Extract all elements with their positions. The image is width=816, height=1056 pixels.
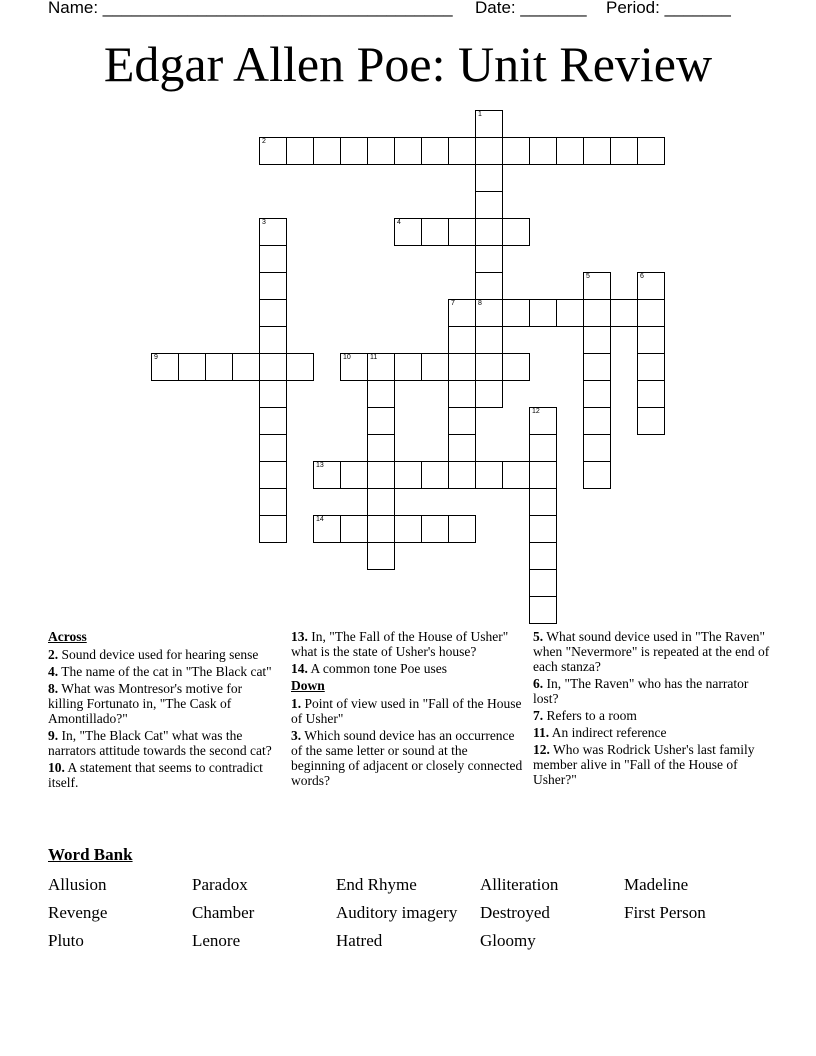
clue-number: 9	[154, 354, 158, 361]
clue-down-6: 6. In, "The Raven" who has the narrator lost?	[533, 676, 749, 706]
grid-cell[interactable]	[259, 137, 287, 165]
word-bank-item: Madeline	[624, 875, 689, 894]
page-title: Edgar Allen Poe: Unit Review	[103, 36, 713, 92]
grid-cell[interactable]	[421, 218, 449, 246]
grid-cell[interactable]	[637, 299, 665, 327]
grid-cell[interactable]	[583, 353, 611, 381]
grid-cell[interactable]	[529, 407, 557, 435]
grid-cell[interactable]	[583, 137, 611, 165]
grid-cell[interactable]	[583, 434, 611, 462]
grid-cell[interactable]	[259, 272, 287, 300]
clue-across-4: 4. The name of the cat in "The Black cat"	[48, 664, 272, 679]
grid-cell[interactable]	[340, 515, 368, 543]
grid-cell[interactable]	[529, 542, 557, 570]
grid-cell[interactable]	[340, 137, 368, 165]
clue-number: 6	[640, 273, 644, 280]
grid-cell[interactable]	[556, 137, 584, 165]
clue-number: 5	[586, 273, 590, 280]
grid-cell[interactable]	[529, 434, 557, 462]
grid-cell[interactable]	[610, 299, 638, 327]
grid-cell[interactable]	[259, 434, 287, 462]
clue-number: 11	[370, 354, 378, 361]
word-bank-item: Auditory imagery	[336, 903, 458, 922]
clue-number: 8	[478, 300, 482, 307]
grid-cell[interactable]	[583, 380, 611, 408]
word-bank-item: Destroyed	[480, 903, 550, 922]
grid-cell[interactable]	[421, 515, 449, 543]
grid-cell[interactable]	[637, 353, 665, 381]
grid-cell[interactable]	[475, 164, 503, 192]
grid-cell[interactable]	[502, 299, 530, 327]
grid-cell[interactable]	[394, 218, 422, 246]
clue-across-2: 2. Sound device used for hearing sense	[48, 647, 259, 662]
clues-column-2	[291, 629, 523, 790]
grid-cell[interactable]	[367, 353, 395, 381]
grid-cell[interactable]	[448, 326, 476, 354]
clue-number: 7	[451, 300, 455, 307]
grid-cell[interactable]	[475, 110, 503, 138]
clue-across-13: 13. In, "The Fall of the House of Usher" what is the state of Usher's house?	[291, 629, 509, 659]
grid-cell[interactable]	[367, 461, 395, 489]
grid-cell[interactable]	[583, 272, 611, 300]
grid-cell[interactable]	[475, 137, 503, 165]
across-heading: Across	[48, 629, 87, 644]
grid-cell[interactable]	[529, 569, 557, 597]
grid-cell[interactable]	[259, 380, 287, 408]
grid-cell[interactable]	[340, 353, 368, 381]
grid-cell[interactable]	[502, 461, 530, 489]
grid-cell[interactable]	[367, 515, 395, 543]
grid-cell[interactable]	[448, 434, 476, 462]
word-bank-item: Pluto	[48, 931, 84, 950]
grid-cell[interactable]	[313, 137, 341, 165]
grid-cell[interactable]	[637, 407, 665, 435]
clue-number: 12	[532, 408, 540, 415]
grid-cell[interactable]	[259, 407, 287, 435]
grid-cell[interactable]	[583, 299, 611, 327]
clue-number: 14	[316, 516, 324, 523]
clue-down-7: 7. Refers to a room	[533, 708, 637, 723]
grid-cell[interactable]	[529, 461, 557, 489]
clue-number: 13	[316, 462, 324, 469]
grid-cell[interactable]	[448, 218, 476, 246]
grid-cell[interactable]	[232, 353, 260, 381]
grid-cell[interactable]	[475, 353, 503, 381]
word-bank-item: Hatred	[336, 931, 383, 950]
word-bank-item: Alliteration	[480, 875, 559, 894]
word-bank-item: Allusion	[48, 875, 107, 894]
grid-cell[interactable]	[151, 353, 179, 381]
grid-cell[interactable]	[583, 461, 611, 489]
grid-cell[interactable]	[556, 299, 584, 327]
grid-cell[interactable]	[367, 407, 395, 435]
clue-down-5: 5. What sound device used in "The Raven" when "Nevermore" is repeated at the end of each stanza?	[533, 629, 770, 674]
down-heading: Down	[291, 678, 325, 693]
grid-cell[interactable]	[475, 326, 503, 354]
grid-cell[interactable]	[529, 137, 557, 165]
clue-across-14: 14. A common tone Poe uses	[291, 661, 448, 676]
grid-cell[interactable]	[448, 137, 476, 165]
grid-cell[interactable]	[394, 137, 422, 165]
grid-cell[interactable]	[286, 353, 314, 381]
grid-cell[interactable]	[367, 542, 395, 570]
grid-cell[interactable]	[637, 326, 665, 354]
grid-cell[interactable]	[583, 407, 611, 435]
grid-cell[interactable]	[205, 353, 233, 381]
grid-cell[interactable]	[178, 353, 206, 381]
grid-cell[interactable]	[259, 326, 287, 354]
clue-number: 2	[262, 138, 266, 145]
clue-down-1: 1. Point of view used in "Fall of the House of Usher"	[291, 696, 522, 726]
grid-cell[interactable]	[394, 461, 422, 489]
grid-cell[interactable]	[448, 461, 476, 489]
grid-cell[interactable]	[637, 137, 665, 165]
word-bank-item: Lenore	[192, 931, 241, 950]
grid-cell[interactable]	[448, 515, 476, 543]
grid-cell[interactable]	[367, 434, 395, 462]
grid-cell[interactable]	[448, 380, 476, 408]
grid-cell[interactable]	[367, 137, 395, 165]
name-line[interactable]: Name: _____________________________________	[48, 0, 453, 17]
clues-column-1	[48, 629, 280, 792]
clues-column-3	[533, 629, 773, 789]
grid-cell[interactable]	[259, 515, 287, 543]
grid-cell[interactable]	[367, 380, 395, 408]
grid-cell[interactable]	[259, 245, 287, 273]
clue-number: 1	[478, 111, 482, 118]
clue-down-11: 11. An indirect reference	[533, 725, 667, 740]
grid-cell[interactable]	[448, 353, 476, 381]
grid-cell[interactable]	[502, 353, 530, 381]
date-line[interactable]: Date: _______	[475, 0, 587, 17]
clue-number: 4	[397, 219, 401, 226]
word-bank-item: Gloomy	[480, 931, 536, 950]
clue-across-9: 9. In, "The Black Cat" what was the narrators attitude towards the second cat?	[48, 728, 272, 758]
grid-cell[interactable]	[529, 299, 557, 327]
grid-cell[interactable]	[313, 461, 341, 489]
word-bank-item: Chamber	[192, 903, 255, 922]
grid-cell[interactable]	[475, 299, 503, 327]
grid-cell[interactable]	[421, 137, 449, 165]
grid-cell[interactable]	[475, 380, 503, 408]
word-bank-item: End Rhyme	[336, 875, 417, 894]
grid-cell[interactable]	[259, 488, 287, 516]
grid-cell[interactable]	[394, 353, 422, 381]
grid-cell[interactable]	[259, 353, 287, 381]
grid-cell[interactable]	[448, 299, 476, 327]
grid-cell[interactable]	[529, 596, 557, 624]
word-bank-item: Paradox	[192, 875, 248, 894]
clue-down-12: 12. Who was Rodrick Usher's last family member alive in "Fall of the House of Usher?"	[533, 742, 755, 787]
grid-cell[interactable]	[475, 461, 503, 489]
grid-cell[interactable]	[637, 272, 665, 300]
clue-down-3: 3. Which sound device has an occurrence of the same letter or sound at the beginning of adjacent or closely connected words?	[291, 728, 523, 788]
grid-cell[interactable]	[394, 515, 422, 543]
grid-cell[interactable]	[421, 353, 449, 381]
grid-cell[interactable]	[421, 461, 449, 489]
grid-cell[interactable]	[583, 326, 611, 354]
grid-cell[interactable]	[529, 515, 557, 543]
clue-number: 10	[343, 354, 351, 361]
grid-cell[interactable]	[367, 488, 395, 516]
grid-cell[interactable]	[259, 461, 287, 489]
grid-cell[interactable]	[475, 218, 503, 246]
period-line[interactable]: Period: _______	[606, 0, 731, 17]
grid-cell[interactable]	[502, 137, 530, 165]
grid-cell[interactable]	[313, 515, 341, 543]
grid-cell[interactable]	[286, 137, 314, 165]
clue-number: 3	[262, 219, 266, 226]
grid-cell[interactable]	[529, 488, 557, 516]
grid-cell[interactable]	[610, 137, 638, 165]
word-bank-item: Revenge	[48, 903, 108, 922]
word-bank-title: Word Bank	[48, 845, 133, 864]
grid-cell[interactable]	[475, 191, 503, 219]
grid-cell[interactable]	[340, 461, 368, 489]
clue-across-8: 8. What was Montresor's motive for killing Fortunato in, "The Cask of Amontillado?"	[48, 681, 243, 726]
grid-cell[interactable]	[475, 245, 503, 273]
word-bank-item: First Person	[624, 903, 706, 922]
grid-cell[interactable]	[448, 407, 476, 435]
grid-cell[interactable]	[475, 272, 503, 300]
grid-cell[interactable]	[259, 218, 287, 246]
grid-cell[interactable]	[637, 380, 665, 408]
grid-cell[interactable]	[259, 299, 287, 327]
clue-across-10: 10. A statement that seems to contradict itself.	[48, 760, 263, 790]
grid-cell[interactable]	[502, 218, 530, 246]
